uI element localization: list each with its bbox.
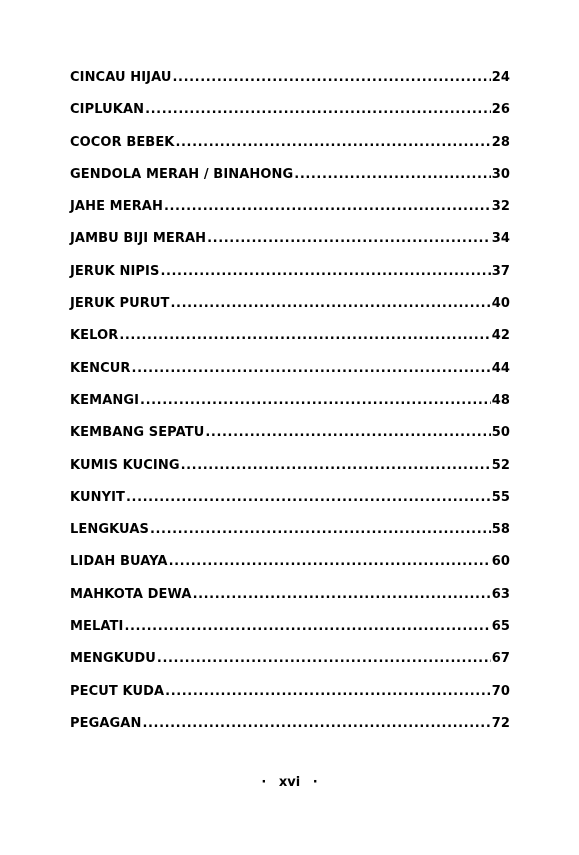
toc-entry[interactable] — [70, 425, 510, 457]
dot-leader — [169, 554, 491, 569]
dot-leader — [150, 522, 491, 537]
toc-entry-title: JERUK NIPIS — [70, 263, 160, 279]
toc-entry-page-number: 67 — [491, 651, 510, 667]
dot-leader — [140, 393, 491, 408]
toc-entry[interactable] — [70, 587, 510, 619]
dot-leader — [175, 135, 490, 150]
dot-leader — [294, 167, 490, 182]
table-of-contents — [70, 70, 510, 748]
toc-entry[interactable] — [70, 490, 510, 522]
page-number: xvi — [278, 775, 301, 790]
dot-leader — [124, 619, 490, 634]
toc-entry-title: MAHKOTA DEWA — [70, 586, 192, 602]
toc-entry-title: MELATI — [70, 619, 124, 635]
toc-entry-page-number: 63 — [491, 586, 510, 602]
toc-entry-page-number: 55 — [491, 489, 510, 505]
toc-entry[interactable] — [70, 199, 510, 231]
dot-leader — [173, 70, 491, 85]
toc-entry[interactable] — [70, 619, 510, 651]
toc-entry[interactable] — [70, 231, 510, 263]
toc-entry-title: COCOR BEBEK — [70, 134, 175, 150]
toc-entry[interactable] — [70, 328, 510, 360]
toc-entry-title: LENGKUAS — [70, 522, 149, 538]
dot-leader — [126, 490, 491, 505]
toc-entry-page-number: 52 — [491, 457, 510, 473]
toc-entry-page-number: 24 — [491, 70, 510, 85]
dot-leader — [157, 651, 491, 666]
toc-entry-page-number: 30 — [491, 166, 510, 182]
dot-leader — [165, 684, 491, 699]
toc-entry-page-number: 50 — [491, 425, 510, 441]
toc-entry-title: KENCUR — [70, 360, 131, 376]
toc-entry[interactable] — [70, 296, 510, 328]
toc-entry-title: KUMIS KUCING — [70, 457, 180, 473]
toc-entry[interactable] — [70, 70, 510, 102]
toc-entry-title: CIPLUKAN — [70, 102, 145, 118]
toc-entry-page-number: 72 — [491, 715, 510, 731]
toc-entry[interactable] — [70, 135, 510, 167]
toc-entry-page-number: 34 — [491, 231, 510, 247]
dot-leader — [142, 716, 490, 731]
toc-entry-title: KELOR — [70, 328, 119, 344]
toc-entry-title: KEMBANG SEPATU — [70, 425, 205, 441]
toc-entry-page-number: 60 — [491, 554, 510, 570]
toc-entry[interactable] — [70, 716, 510, 748]
page-footer — [0, 775, 579, 790]
toc-entry-page-number: 58 — [491, 522, 510, 538]
toc-entry-title: KEMANGI — [70, 392, 140, 408]
toc-entry-page-number: 70 — [491, 683, 510, 699]
toc-entry-page-number: 44 — [491, 360, 510, 376]
dot-leader — [193, 587, 491, 602]
dot-leader — [205, 425, 490, 440]
toc-entry-page-number: 28 — [491, 134, 510, 150]
toc-entry-title: MENGKUDU — [70, 651, 156, 667]
toc-entry[interactable] — [70, 264, 510, 296]
toc-entry-page-number: 40 — [491, 296, 510, 312]
toc-entry-page-number: 32 — [491, 199, 510, 215]
toc-entry[interactable] — [70, 458, 510, 490]
dot-leader — [164, 199, 491, 214]
dot-leader — [119, 328, 490, 343]
toc-entry-title: LIDAH BUAYA — [70, 554, 168, 570]
toc-entry-title: PEGAGAN — [70, 715, 142, 731]
toc-entry-title: PECUT KUDA — [70, 683, 165, 699]
toc-entry-title: CINCAU HIJAU — [70, 70, 172, 85]
toc-entry-title: KUNYIT — [70, 489, 125, 505]
dot-leader — [171, 296, 491, 311]
toc-entry-page-number: 37 — [491, 263, 510, 279]
dot-leader — [207, 231, 491, 246]
footer-dot-left: · — [261, 775, 267, 790]
toc-entry[interactable] — [70, 554, 510, 586]
toc-entry-title: JERUK PURUT — [70, 296, 170, 312]
toc-entry-title: JAMBU BIJI MERAH — [70, 231, 207, 247]
toc-entry-title: GENDOLA MERAH / BINAHONG — [70, 166, 294, 182]
toc-entry-page-number: 48 — [491, 392, 510, 408]
toc-entry-page-number: 42 — [491, 328, 510, 344]
footer-dot-right: · — [312, 775, 318, 790]
toc-entry[interactable] — [70, 522, 510, 554]
toc-entry-title: JAHE MERAH — [70, 199, 163, 215]
toc-entry[interactable] — [70, 361, 510, 393]
toc-entry[interactable] — [70, 102, 510, 134]
dot-leader — [181, 458, 491, 473]
toc-entry[interactable] — [70, 684, 510, 716]
toc-entry[interactable] — [70, 393, 510, 425]
dot-leader — [160, 264, 490, 279]
dot-leader — [145, 102, 491, 117]
dot-leader — [132, 361, 491, 376]
toc-entry[interactable] — [70, 167, 510, 199]
toc-entry[interactable] — [70, 651, 510, 683]
toc-entry-page-number: 65 — [491, 619, 510, 635]
toc-entry-page-number: 26 — [491, 102, 510, 118]
